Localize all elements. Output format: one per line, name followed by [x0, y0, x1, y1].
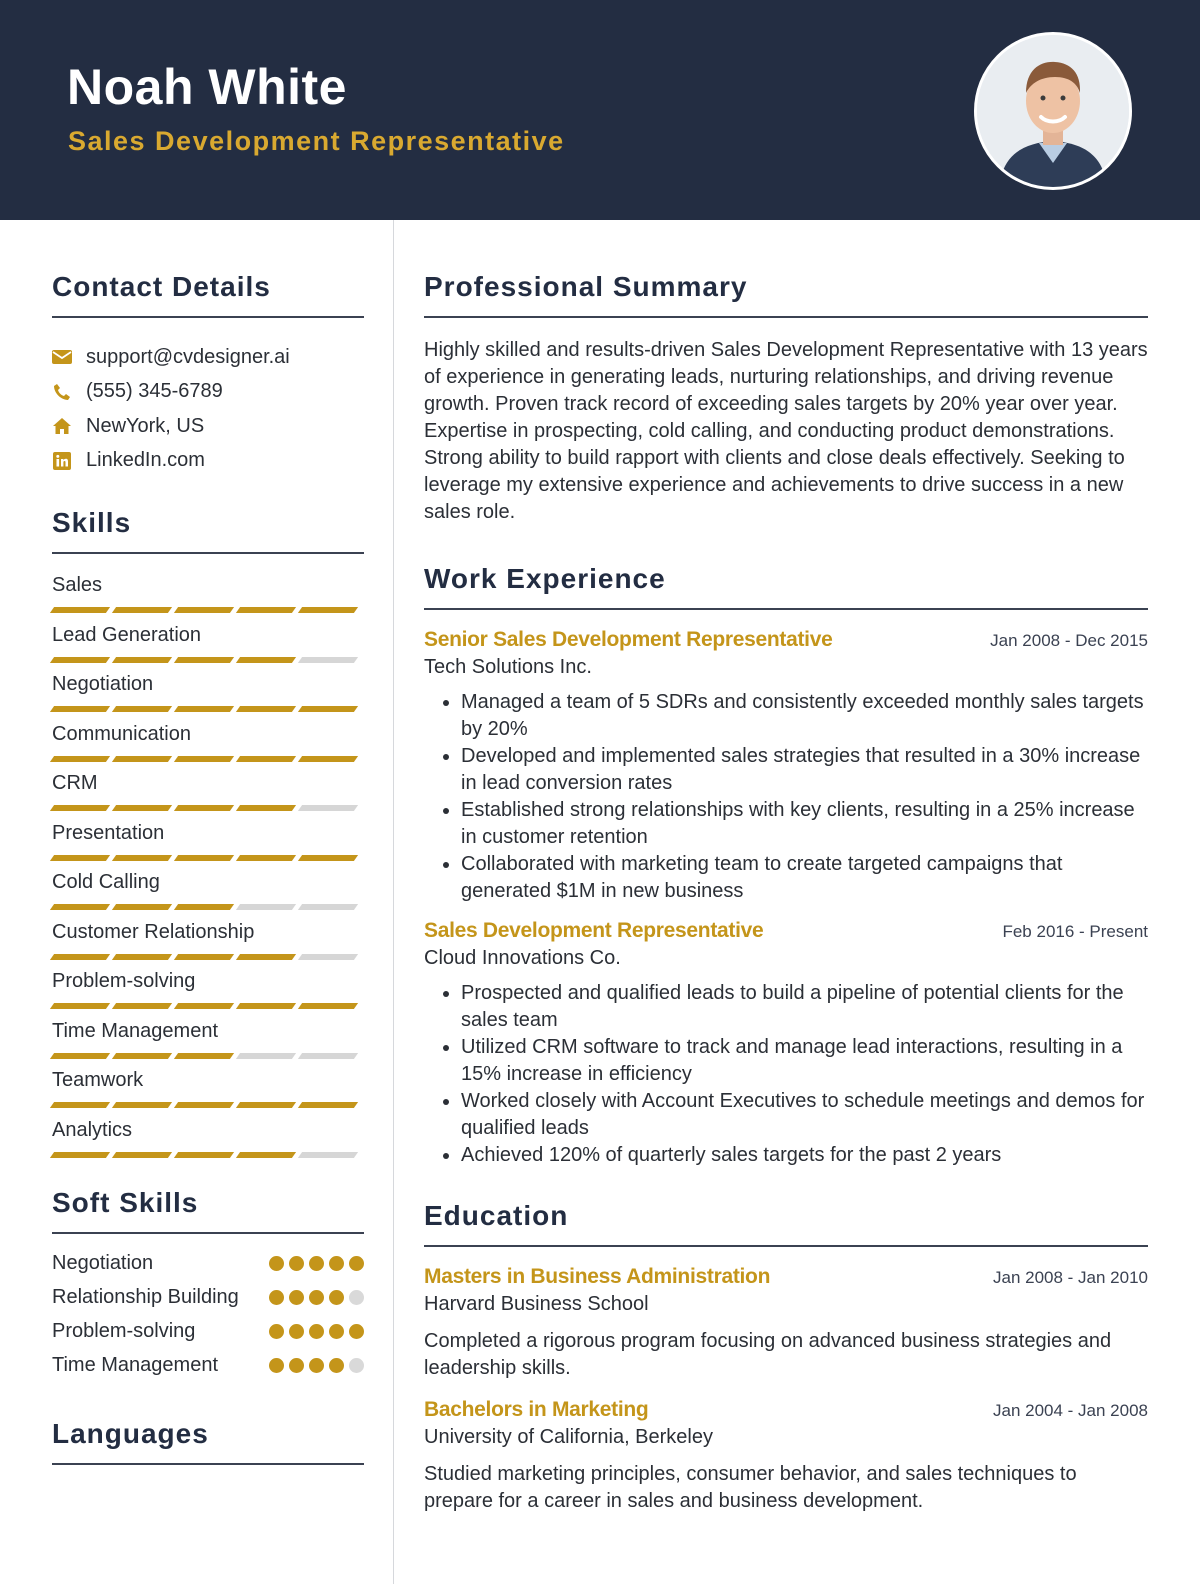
rating-bar-segment	[112, 1152, 172, 1158]
candidate-name: Noah White	[67, 59, 347, 115]
rating-bar-segment	[174, 1152, 234, 1158]
skill-name: Lead Generation	[52, 623, 202, 646]
jobs-list	[424, 628, 1148, 1169]
education-section	[424, 1199, 1148, 1515]
rating-bar-segment	[174, 706, 234, 712]
skill-item	[52, 1067, 364, 1117]
summary-section	[424, 270, 1148, 526]
rating-bar-segment	[50, 1053, 110, 1059]
contact-section	[52, 270, 364, 478]
rating-bar-segment	[298, 657, 358, 663]
rating-bar-segment	[298, 607, 358, 613]
education-description: Completed a rigorous program focusing on advanced business strategies and leadership skills.	[424, 1330, 1112, 1379]
rating-bar-segment	[298, 954, 358, 960]
rating-bar-segment	[236, 657, 296, 663]
rating-bar-segment	[174, 1102, 234, 1108]
rating-bar-segment	[174, 855, 234, 861]
education-school: University of California, Berkeley	[424, 1426, 713, 1448]
rating-bar-segment	[236, 954, 296, 960]
rating-dot	[309, 1290, 324, 1305]
skill-rating-bars	[52, 657, 364, 663]
rating-bar-segment	[50, 1152, 110, 1158]
job-bullet: • Managed a team of 5 SDRs and consistently exceeded monthly sales targets by 20%	[461, 689, 1148, 743]
skills-section	[52, 506, 364, 1166]
rating-bar-segment	[50, 1102, 110, 1108]
education-date: Jan 2008 - Jan 2010	[992, 1268, 1148, 1287]
contact-email-text: support@cvdesigner.ai	[86, 345, 290, 368]
section-title-summary: Professional Summary	[424, 271, 748, 302]
skill-rating-bars	[52, 1102, 364, 1108]
rating-bar-segment	[174, 756, 234, 762]
section-rule	[52, 1232, 364, 1234]
skill-rating-bars	[52, 706, 364, 712]
job-bullets	[424, 689, 1148, 905]
job-bullet: • Collaborated with marketing team to create targeted campaigns that generated $1M in new business	[461, 851, 1148, 905]
section-rule	[424, 316, 1148, 318]
job-bullet: • Achieved 120% of quarterly sales targets for the past 2 years	[461, 1142, 1148, 1169]
skill-rating-bars	[52, 1152, 364, 1158]
rating-bar-segment	[236, 1102, 296, 1108]
rating-bar-segment	[236, 1152, 296, 1158]
education-header	[424, 1398, 1148, 1422]
rating-bar-segment	[174, 1003, 234, 1009]
soft-skill-item	[52, 1250, 364, 1277]
section-title-experience: Work Experience	[424, 563, 666, 594]
left-column	[52, 220, 364, 1465]
rating-dot	[309, 1256, 324, 1271]
section-rule	[424, 1245, 1148, 1247]
rating-dot	[329, 1358, 344, 1373]
soft-skill-rating-dots	[264, 1358, 364, 1373]
rating-dot	[329, 1256, 344, 1271]
section-rule	[52, 1463, 364, 1465]
rating-dot	[269, 1324, 284, 1339]
rating-dot	[349, 1256, 364, 1271]
soft-skill-name: Time Management	[52, 1354, 218, 1376]
rating-dot	[309, 1324, 324, 1339]
job-entry	[424, 628, 1148, 905]
education-header	[424, 1265, 1148, 1289]
rating-bar-segment	[298, 1003, 358, 1009]
contact-phone[interactable]	[52, 375, 364, 410]
rating-bar-segment	[50, 855, 110, 861]
skill-rating-bars	[52, 805, 364, 811]
rating-bar-segment	[50, 607, 110, 613]
rating-bar-segment	[298, 756, 358, 762]
skill-rating-bars	[52, 904, 364, 910]
rating-bar-segment	[174, 904, 234, 910]
resume-header	[0, 0, 1200, 220]
skill-rating-bars	[52, 855, 364, 861]
skill-rating-bars	[52, 607, 364, 613]
skill-name: Negotiation	[52, 673, 154, 695]
rating-bar-segment	[298, 1152, 358, 1158]
rating-bar-segment	[236, 855, 296, 861]
skill-item	[52, 1018, 364, 1068]
soft-skills-section	[52, 1186, 364, 1379]
rating-dot	[289, 1358, 304, 1373]
rating-dot	[309, 1358, 324, 1373]
rating-bar-segment	[298, 855, 358, 861]
skill-name: Sales	[52, 574, 103, 596]
candidate-role: Sales Development Representative	[68, 126, 565, 156]
job-company: Cloud Innovations Co.	[424, 947, 621, 969]
rating-dot	[289, 1290, 304, 1305]
rating-bar-segment	[50, 904, 110, 910]
education-degree: Masters in Business Administration	[424, 1265, 771, 1288]
section-rule	[52, 316, 364, 318]
job-header	[424, 919, 1148, 943]
job-date: Jan 2008 - Dec 2015	[990, 631, 1148, 650]
skill-rating-bars	[52, 1053, 364, 1059]
job-title: Sales Development Representative	[424, 919, 764, 942]
skill-name: Time Management	[52, 1019, 218, 1042]
rating-dot	[329, 1324, 344, 1339]
skill-item	[52, 622, 364, 672]
rating-bar-segment	[174, 954, 234, 960]
soft-skill-rating-dots	[264, 1324, 364, 1339]
contact-location	[52, 409, 364, 444]
skill-name: Analytics	[52, 1118, 133, 1141]
rating-bar-segment	[112, 855, 172, 861]
rating-bar-segment	[112, 657, 172, 663]
soft-skill-name: Relationship Building	[52, 1286, 239, 1308]
rating-dot	[289, 1324, 304, 1339]
column-divider	[393, 220, 394, 1584]
skill-name: Problem-solving	[52, 970, 196, 992]
skills-list	[52, 572, 364, 1166]
rating-dot	[269, 1290, 284, 1305]
soft-skill-rating-dots	[264, 1290, 364, 1305]
rating-dot	[289, 1256, 304, 1271]
rating-dot	[349, 1324, 364, 1339]
rating-bar-segment	[174, 657, 234, 663]
soft-skill-item	[52, 1352, 364, 1379]
contact-linkedin-text: LinkedIn.com	[86, 449, 205, 472]
job-header	[424, 628, 1148, 652]
section-title-contact: Contact Details	[52, 271, 271, 302]
job-title: Senior Sales Development Representative	[424, 628, 833, 651]
skill-item	[52, 572, 364, 622]
skill-rating-bars	[52, 1003, 364, 1009]
education-entry	[424, 1398, 1148, 1515]
contact-linkedin[interactable]	[52, 444, 364, 479]
skill-item	[52, 1117, 364, 1167]
rating-bar-segment	[112, 756, 172, 762]
skill-name: CRM	[52, 772, 98, 794]
education-entry	[424, 1265, 1148, 1382]
right-column	[424, 220, 1148, 1515]
rating-dot	[269, 1256, 284, 1271]
rating-bar-segment	[112, 904, 172, 910]
rating-bar-segment	[236, 1053, 296, 1059]
skill-rating-bars	[52, 756, 364, 762]
rating-bar-segment	[112, 1102, 172, 1108]
soft-skill-item	[52, 1318, 364, 1345]
section-rule	[424, 608, 1148, 610]
skill-item	[52, 820, 364, 870]
rating-bar-segment	[50, 657, 110, 663]
contact-email[interactable]	[52, 340, 364, 375]
home-icon	[52, 416, 72, 436]
rating-bar-segment	[50, 706, 110, 712]
job-bullet: • Developed and implemented sales strategies that resulted in a 30% increase in lead conversion rates	[461, 743, 1148, 797]
skill-name: Customer Relationship	[52, 920, 255, 943]
rating-bar-segment	[236, 706, 296, 712]
rating-bar-segment	[298, 904, 358, 910]
job-entry	[424, 919, 1148, 1169]
rating-bar-segment	[298, 706, 358, 712]
section-rule	[52, 552, 364, 554]
education-description: Studied marketing principles, consumer behavior, and sales techniques to prepare for a career in sales and business development.	[424, 1463, 1077, 1512]
rating-bar-segment	[112, 954, 172, 960]
linkedin-icon	[52, 451, 72, 471]
skill-item	[52, 721, 364, 771]
job-company: Tech Solutions Inc.	[424, 656, 592, 678]
skill-rating-bars	[52, 954, 364, 960]
rating-bar-segment	[174, 1053, 234, 1059]
rating-bar-segment	[50, 954, 110, 960]
section-title-languages: Languages	[52, 1418, 209, 1449]
education-date: Jan 2004 - Jan 2008	[992, 1401, 1148, 1420]
rating-bar-segment	[50, 805, 110, 811]
rating-bar-segment	[112, 805, 172, 811]
section-title-skills: Skills	[52, 507, 132, 538]
rating-bar-segment	[298, 805, 358, 811]
profile-photo	[974, 32, 1132, 190]
skill-name: Presentation	[52, 821, 165, 844]
experience-section	[424, 562, 1148, 1169]
soft-skills-list	[52, 1250, 364, 1379]
skill-item	[52, 770, 364, 820]
rating-dot	[329, 1290, 344, 1305]
summary-text: Highly skilled and results-driven Sales Development Representative with 13 years of experience in generating leads, nurturing relationships, and driving revenue growth. Proven track record of exceeding sales targets by 20% year over year. Expertise in prospecting, cold calling, and conducting product demonstrations. Strong ability to build rapport with clients and close deals effectively. Seeking to leverage my extensive experience and achievements to drive success in a new sales role.	[424, 339, 1148, 523]
rating-bar-segment	[112, 1053, 172, 1059]
skill-name: Communication	[52, 722, 191, 745]
rating-bar-segment	[236, 607, 296, 613]
section-title-soft-skills: Soft Skills	[52, 1187, 199, 1218]
soft-skill-name: Problem-solving	[52, 1320, 196, 1342]
education-degree: Bachelors in Marketing	[424, 1398, 649, 1421]
skill-name: Teamwork	[52, 1069, 144, 1091]
skill-item	[52, 919, 364, 969]
rating-bar-segment	[174, 607, 234, 613]
rating-bar-segment	[236, 756, 296, 762]
rating-bar-segment	[236, 1003, 296, 1009]
skill-item	[52, 968, 364, 1018]
rating-bar-segment	[50, 756, 110, 762]
rating-bar-segment	[112, 1003, 172, 1009]
rating-bar-segment	[174, 805, 234, 811]
soft-skill-name: Negotiation	[52, 1252, 154, 1274]
skill-name: Cold Calling	[52, 871, 160, 893]
phone-icon	[52, 382, 72, 402]
rating-bar-segment	[112, 607, 172, 613]
contact-list	[52, 340, 364, 478]
rating-bar-segment	[236, 904, 296, 910]
job-bullet: • Prospected and qualified leads to build a pipeline of potential clients for the sales team	[461, 980, 1148, 1034]
rating-bar-segment	[298, 1053, 358, 1059]
rating-bar-segment	[112, 706, 172, 712]
rating-bar-segment	[298, 1102, 358, 1108]
envelope-icon	[52, 347, 72, 367]
soft-skill-item	[52, 1284, 364, 1311]
skill-item	[52, 671, 364, 721]
rating-bar-segment	[236, 805, 296, 811]
contact-phone-text: (555) 345-6789	[86, 380, 223, 403]
soft-skill-rating-dots	[264, 1256, 364, 1271]
section-title-education: Education	[424, 1200, 569, 1231]
rating-bar-segment	[50, 1003, 110, 1009]
education-list	[424, 1265, 1148, 1515]
education-school: Harvard Business School	[424, 1293, 649, 1315]
rating-dot	[269, 1358, 284, 1373]
skill-item	[52, 869, 364, 919]
rating-dot	[349, 1358, 364, 1373]
job-bullet: • Utilized CRM software to track and manage lead interactions, resulting in a 15% increase in efficiency	[461, 1034, 1148, 1088]
job-bullets	[424, 980, 1148, 1169]
contact-location-text: NewYork, US	[86, 414, 205, 437]
person-portrait-icon	[977, 35, 1129, 187]
job-bullet: • Worked closely with Account Executives to schedule meetings and demos for qualified leads	[461, 1088, 1148, 1142]
languages-section	[52, 1417, 364, 1465]
job-bullet: • Established strong relationships with key clients, resulting in a 25% increase in customer retention	[461, 797, 1148, 851]
rating-dot	[349, 1290, 364, 1305]
job-date: Feb 2016 - Present	[1002, 922, 1148, 941]
